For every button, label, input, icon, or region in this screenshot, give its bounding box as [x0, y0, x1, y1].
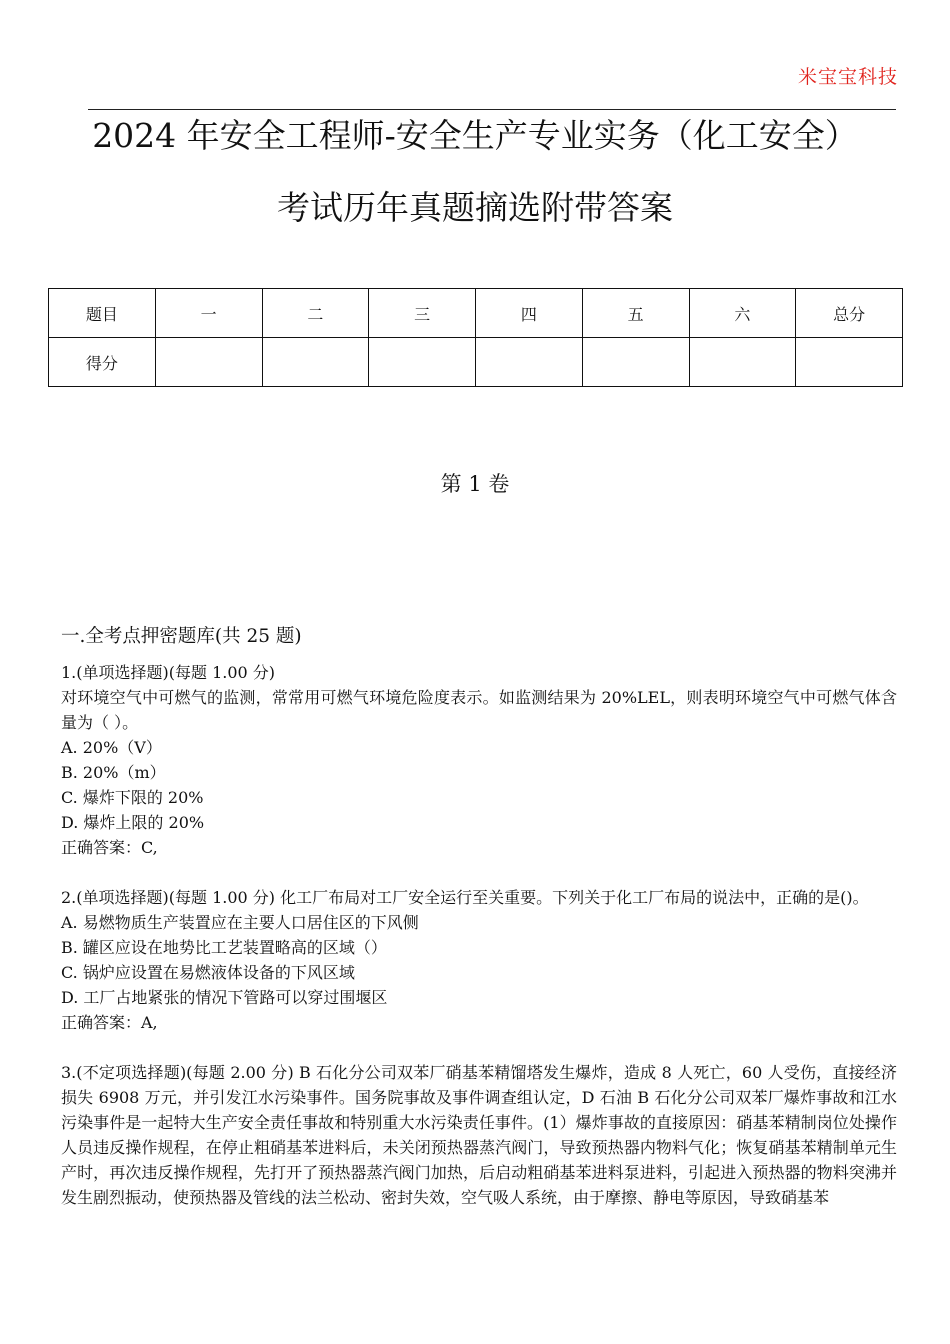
score-table-score-row	[49, 338, 903, 387]
question-header: 3.(不定项选择题)(每题 2.00 分) B 石化分公司双苯厂硝基苯精馏塔发生爆炸，造成 8 人死亡，60 人受伤，直接经济损失 6908 万元，并引发江水污染事件。国务院事故及事件调查组认定，D 石油 B 石化分公司双苯厂爆炸事故和江水污染事件是一起特大生产安全责任事故和特别重大水污染责任事件。(1）爆炸事故的直接原因：硝基苯精制岗位处操作人员违反操作规程，在停止粗硝基苯进料后，未关闭预热器蒸汽阀门，导致预热器内物料气化；恢复硝基苯精制单元生产时，再次违反操作规程，先打开了预热器蒸汽阀门加热，后启动粗硝基苯进料泵进料，引起进入预热器的物料突沸并发生剧烈振动，使预热器及管线的法兰松动、密封失效，空气吸人系统，由于摩擦、静电等原因，导致硝基苯	[61, 1063, 897, 1207]
volume-label: 第 1 卷	[440, 472, 510, 496]
document-title-line-1: 2024 年安全工程师-安全生产专业实务（化工安全）	[92, 116, 858, 155]
option-b: B. 罐区应设在地势比工艺装置略高的区域（）	[61, 938, 387, 957]
question-item	[61, 1060, 897, 1210]
score-cell: 一	[155, 289, 262, 338]
score-cell	[262, 338, 369, 387]
score-cell	[155, 338, 262, 387]
score-cell: 题目	[49, 289, 156, 338]
option-d: D. 工厂占地紧张的情况下管路可以穿过围堰区	[61, 988, 388, 1007]
question-item	[61, 885, 897, 1035]
score-cell: 五	[582, 289, 689, 338]
option-d: D. 爆炸上限的 20%	[61, 813, 205, 832]
section-title: 一.全考点押密题库(共 25 题)	[61, 626, 302, 647]
score-cell: 总分	[796, 289, 903, 338]
question-header: 2.(单项选择题)(每题 1.00 分) 化工厂布局对工厂安全运行至关重要。下列关于化工厂布局的说法中，正确的是()。	[61, 888, 869, 907]
score-cell: 六	[689, 289, 796, 338]
score-cell	[476, 338, 583, 387]
question-stem: 对环境空气中可燃气的监测，常常用可燃气环境危险度表示。如监测结果为 20%LEL，则表明环境空气中可燃气体含量为（ ）。	[61, 688, 897, 732]
answer-text: 正确答案：C,	[61, 838, 158, 857]
option-c: C. 爆炸下限的 20%	[61, 788, 204, 807]
brand-watermark: 米宝宝科技	[797, 66, 898, 88]
answer-text: 正确答案：A,	[61, 1013, 158, 1032]
score-table	[48, 288, 903, 387]
score-cell: 三	[369, 289, 476, 338]
option-a: A. 易燃物质生产装置应在主要人口居住区的下风侧	[61, 913, 419, 932]
header-rule	[88, 109, 896, 110]
score-cell	[369, 338, 476, 387]
score-cell	[796, 338, 903, 387]
score-cell: 得分	[49, 338, 156, 387]
score-table-header-row	[49, 289, 903, 338]
question-item	[61, 660, 897, 860]
score-cell	[689, 338, 796, 387]
question-header: 1.(单项选择题)(每题 1.00 分)	[61, 663, 276, 682]
option-b: B. 20%（m）	[61, 763, 166, 782]
score-cell: 四	[476, 289, 583, 338]
score-cell	[582, 338, 689, 387]
score-cell: 二	[262, 289, 369, 338]
option-a: A. 20%（V）	[61, 738, 162, 757]
question-section	[61, 624, 897, 1235]
document-title-line-2: 考试历年真题摘选附带答案	[277, 188, 673, 227]
option-c: C. 锅炉应设置在易燃液体设备的下风区域	[61, 963, 355, 982]
